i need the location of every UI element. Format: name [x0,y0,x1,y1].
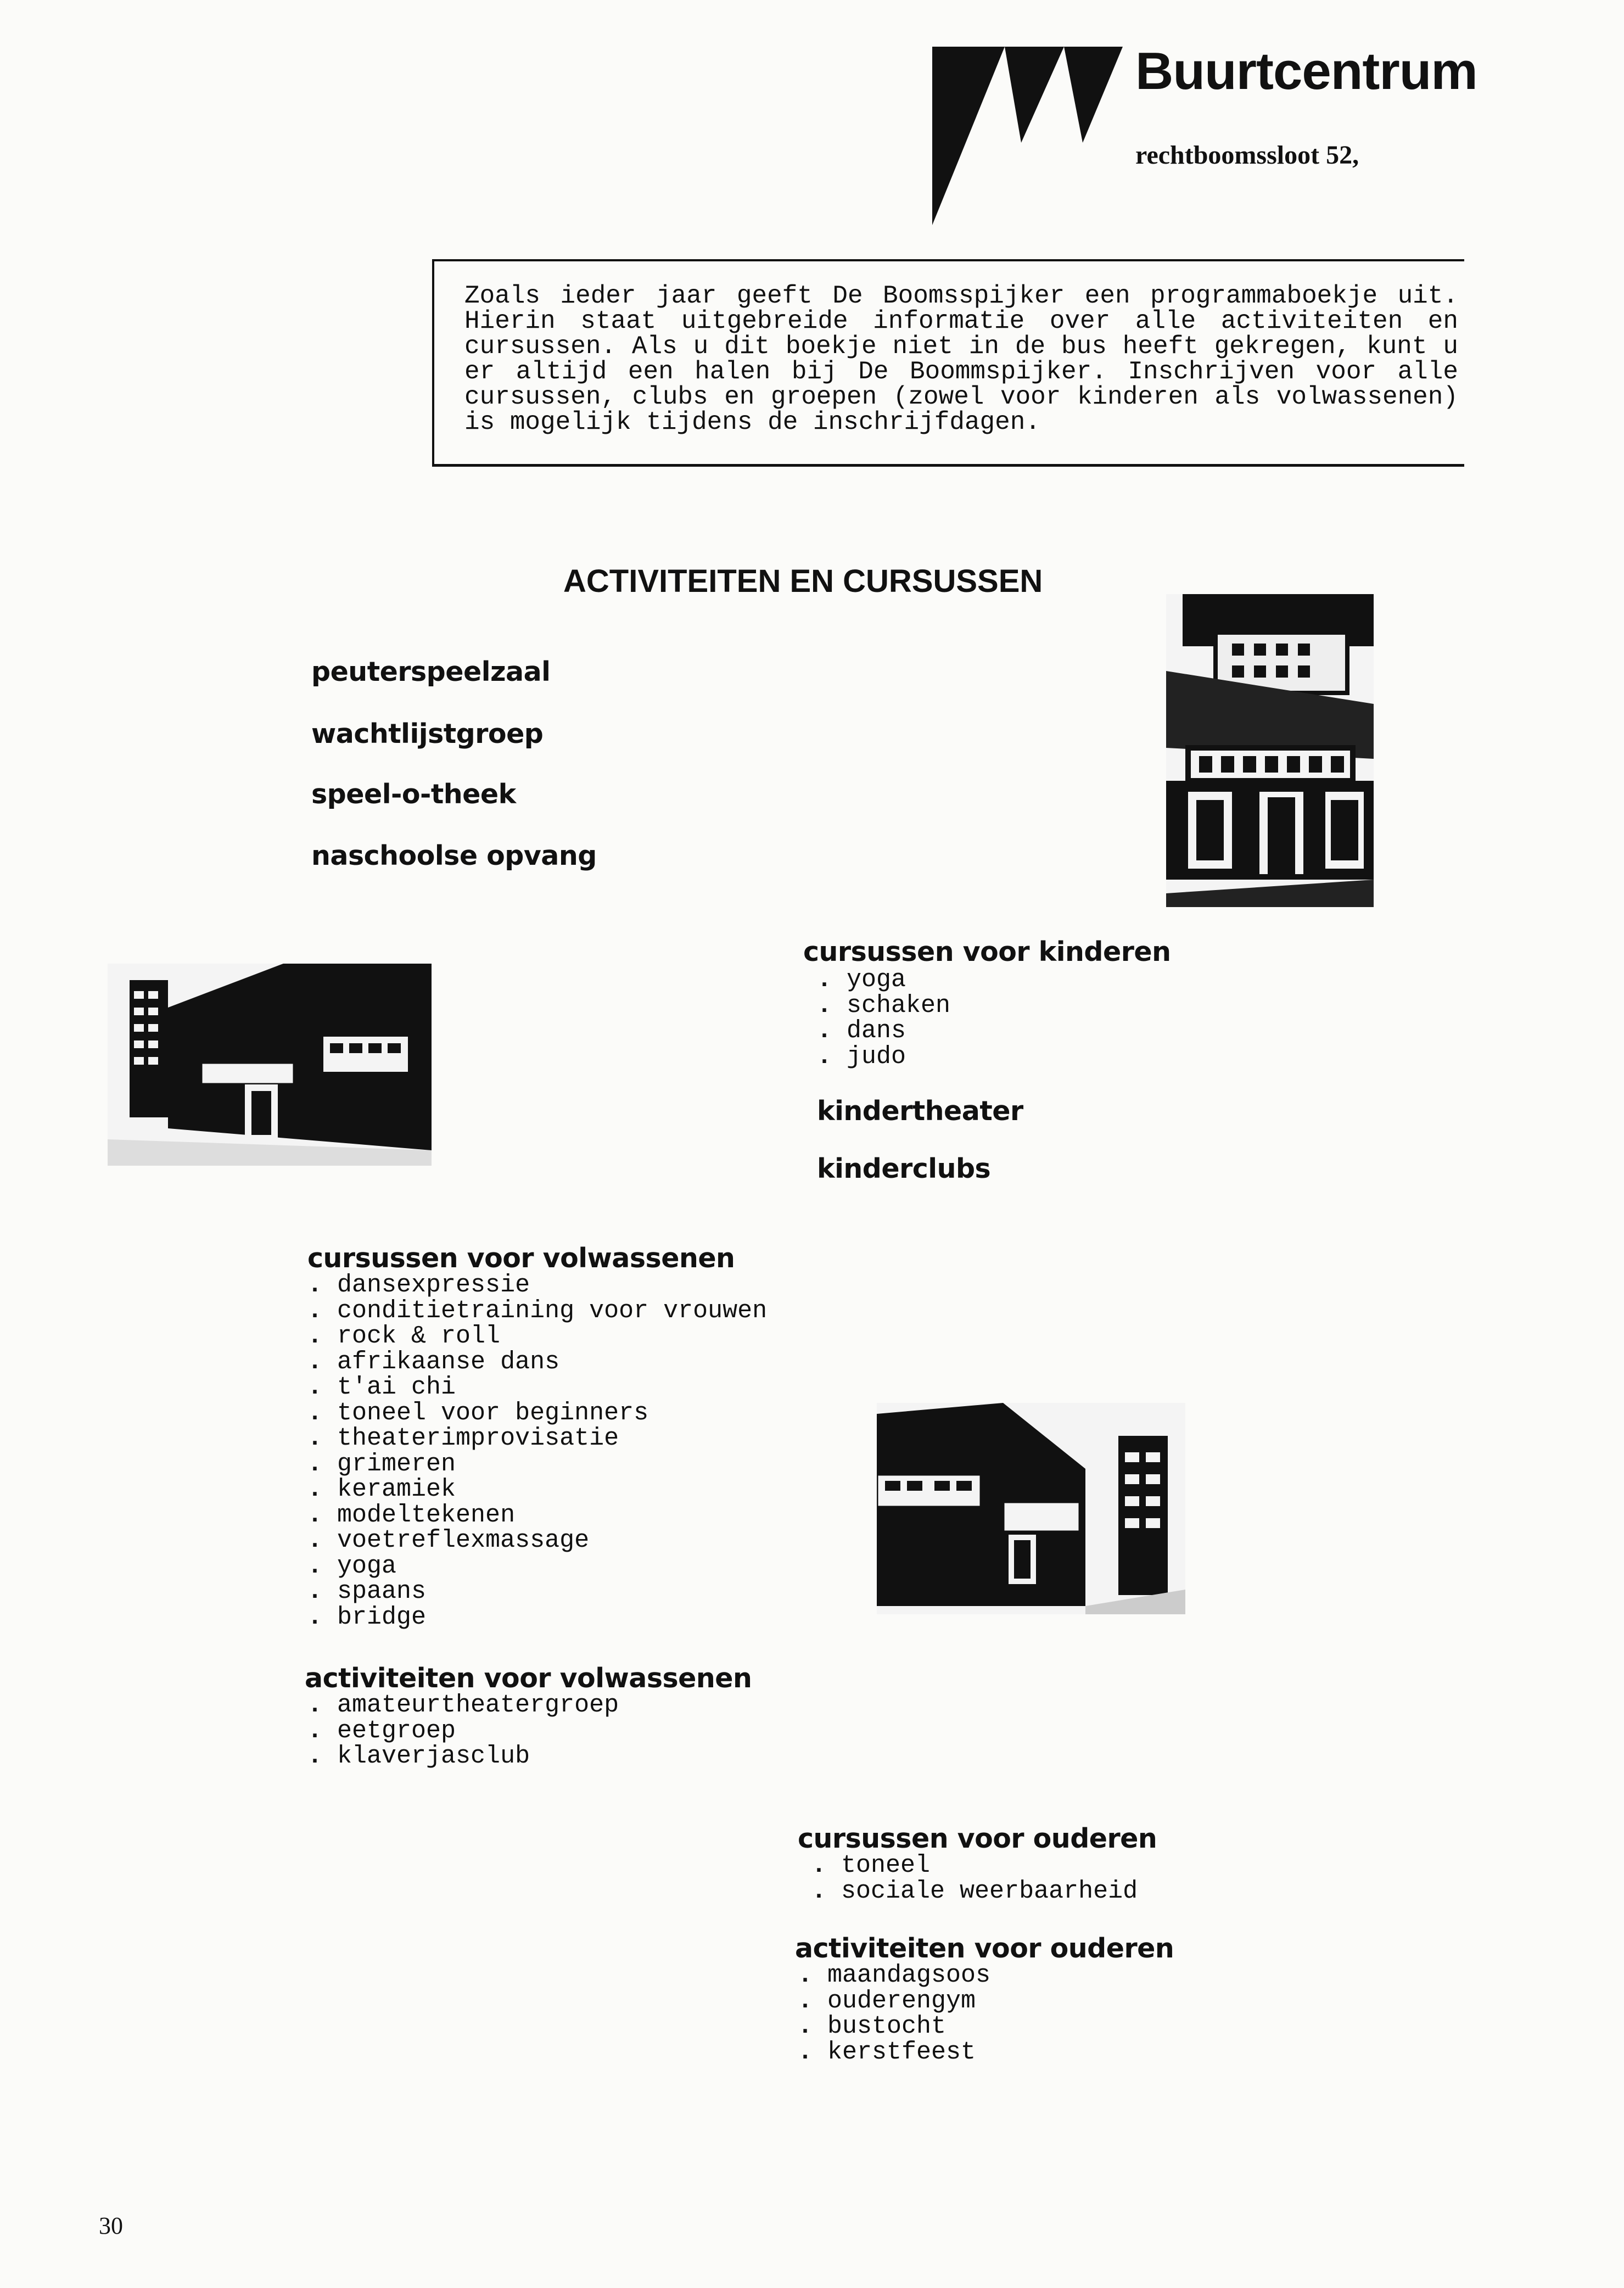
list-item: . t'ai chi [307,1375,767,1401]
building-photo-2 [108,964,432,1166]
list-item: . judo [817,1044,950,1070]
list-item: . modeltekenen [307,1503,767,1529]
list-item: . ouderengym [798,1989,990,2015]
elderly-activities-heading: activiteiten voor ouderen [795,1933,1174,1964]
list-item: . bridge [307,1605,767,1631]
header-address: rechtboomssloot 52, [1135,141,1359,170]
building-photo-3 [877,1403,1185,1614]
list-item: . voetreflexmassage [307,1528,767,1554]
category-kinderclubs: kinderclubs [817,1153,991,1184]
list-item: . afrikaanse dans [307,1350,767,1375]
elderly-courses-list [811,1853,1138,1904]
intro-text: Zoals ieder jaar geeft De Boomsspijker een programmaboekje uit. Hierin staat uitgebreide informatie over alle activiteiten en cursussen. Als u dit boekje niet in de bus heeft gekregen, kunt u er altijd een halen bij De Boommspijker. Inschrijven voor alle cursussen, clubs en groepen (zowel voor kinderen als volwassenen) is mogelijk tijdens de inschrijfdagen. [464,282,1458,437]
list-item: . maandagsoos [798,1963,990,1989]
list-item: . rock & roll [307,1324,767,1350]
children-courses-list [817,967,950,1070]
list-item: . amateurtheatergroep [307,1693,619,1719]
category-naschoolse-opvang: naschoolse opvang [311,840,597,871]
elderly-activities-list [798,1963,990,2065]
list-item: . keramiek [307,1477,767,1503]
list-item: . dansexpressie [307,1273,767,1299]
category-wachtlijstgroep: wachtlijstgroep [311,718,544,749]
list-item: . bustocht [798,2014,990,2040]
intro-box [432,259,1464,467]
children-courses-heading: cursussen voor kinderen [803,936,1171,967]
category-kindertheater: kindertheater [817,1095,1023,1127]
list-item: . grimeren [307,1452,767,1478]
list-item: . conditietraining voor vrouwen [307,1299,767,1324]
adults-activities-list [307,1693,619,1770]
list-item: . klaverjasclub [307,1744,619,1770]
elderly-courses-heading: cursussen voor ouderen [798,1823,1157,1854]
list-item: . dans [817,1019,950,1044]
building-photo-1 [1166,594,1374,907]
list-item: . schaken [817,993,950,1019]
page-number: 30 [99,2212,123,2239]
list-item: . toneel [811,1853,1138,1879]
list-item: . yoga [817,967,950,993]
category-speel-o-theek: speel-o-theek [311,779,516,810]
list-item: . theaterimprovisatie [307,1426,767,1452]
list-item: . kerstfeest [798,2040,990,2066]
adults-courses-heading: cursussen voor volwassenen [307,1243,735,1274]
list-item: . toneel voor beginners [307,1401,767,1426]
list-item: . sociale weerbaarheid [811,1879,1138,1905]
adults-courses-list [307,1273,767,1630]
list-item: . eetgroep [307,1719,619,1744]
list-item: . yoga [307,1554,767,1580]
main-heading: ACTIVITEITEN EN CURSUSSEN [563,563,1043,599]
buurtcentrum-logo-icon [928,44,1125,231]
list-item: . spaans [307,1579,767,1605]
category-peuterspeelzaal: peuterspeelzaal [311,656,551,687]
header-title: Buurtcentrum [1135,42,1477,100]
adults-activities-heading: activiteiten voor volwassenen [305,1663,752,1694]
